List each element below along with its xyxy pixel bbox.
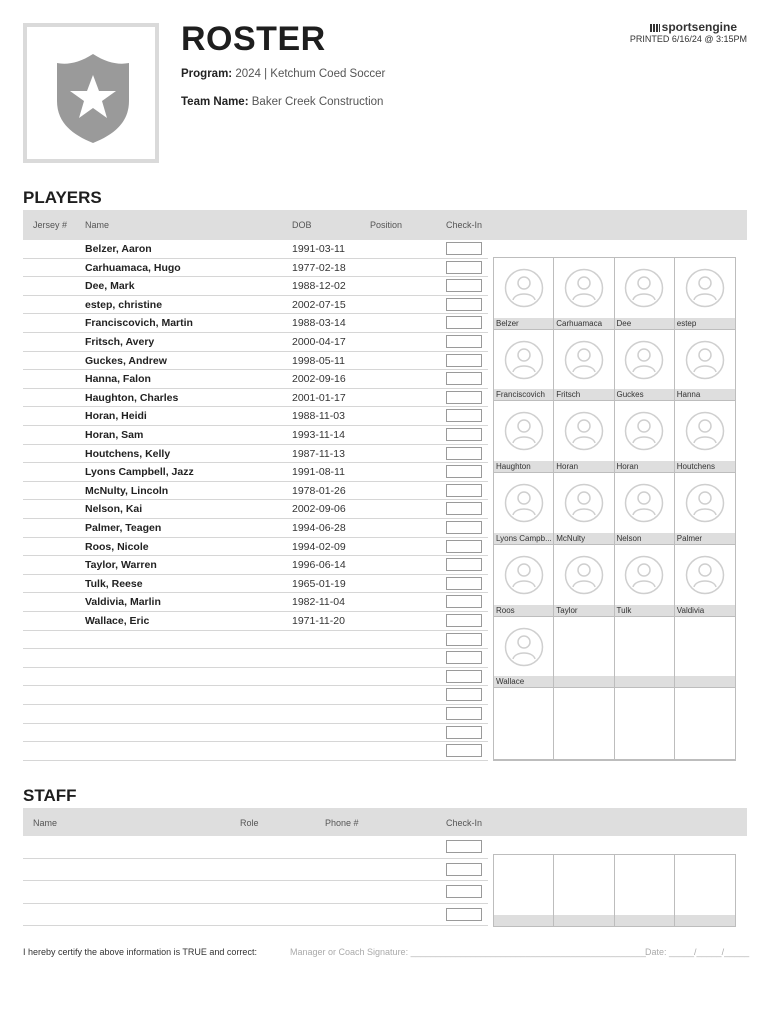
team-info: [181, 96, 383, 108]
table-row: [23, 259, 488, 278]
table-row: [23, 463, 488, 482]
player-name: Houtchens, Kelly: [85, 447, 171, 460]
table-row: [23, 407, 488, 426]
table-row: [23, 686, 488, 705]
player-dob: 2001-01-17: [292, 391, 346, 404]
player-dob: 1991-08-11: [292, 466, 345, 479]
player-name: Wallace, Eric: [85, 615, 150, 627]
avatar-placeholder-icon: [624, 483, 664, 523]
avatar-placeholder-icon: [624, 340, 664, 380]
staff-checkin-box[interactable]: [446, 885, 482, 898]
player-name: Horan, Heidi: [85, 410, 147, 423]
player-photo-label: Belzer: [494, 318, 553, 329]
col-staff-name: Name: [33, 818, 58, 828]
table-row: [23, 575, 488, 594]
player-photo-label: Guckes: [615, 389, 674, 400]
brand-mark-icon: [650, 24, 660, 32]
col-dob: DOB: [292, 220, 312, 230]
table-row: [23, 649, 488, 668]
shield-star-icon: [55, 51, 131, 145]
player-dob: 1988-11-03: [292, 410, 345, 423]
staff-row: [23, 881, 488, 904]
player-dob: 1978-01-26: [292, 484, 346, 497]
player-photo-cell: [494, 545, 554, 617]
player-name: Nelson, Kai: [85, 503, 143, 516]
player-photo-label: Tulk: [615, 605, 674, 616]
staff-photo-cell: [494, 855, 554, 926]
player-photo-cell: [615, 688, 675, 760]
player-dob: 1994-06-28: [292, 522, 346, 534]
checkin-box[interactable]: [446, 744, 482, 757]
staff-section-title: STAFF: [23, 786, 77, 805]
player-photo-cell: [494, 258, 554, 330]
player-photo-cell: [554, 258, 614, 330]
checkin-box[interactable]: [446, 484, 482, 497]
player-photo-cell: [675, 473, 735, 545]
player-photo-cell: [494, 617, 554, 689]
checkin-box[interactable]: [446, 521, 482, 534]
signature-line[interactable]: Manager or Coach Signature: _______________________________________________: [290, 947, 646, 957]
player-photo-label: Roos: [494, 605, 553, 616]
table-row: [23, 612, 488, 631]
table-row: [23, 240, 488, 259]
player-dob: 1996-06-14: [292, 559, 346, 572]
player-photo-label: Palmer: [675, 533, 735, 544]
player-name: Fritsch, Avery: [85, 336, 155, 348]
avatar-placeholder-icon: [685, 340, 725, 380]
team-value: Baker Creek Construction: [251, 96, 384, 108]
checkin-box[interactable]: [446, 670, 482, 683]
checkin-box[interactable]: [446, 465, 482, 478]
staff-row: [23, 859, 488, 882]
player-photo-label: Dee: [615, 318, 674, 329]
player-photo-label: Hanna: [675, 389, 735, 400]
player-name: Guckes, Andrew: [85, 354, 167, 367]
player-photo-label: Valdivia: [675, 605, 735, 616]
player-photo-label: [615, 676, 674, 687]
avatar-placeholder-icon: [564, 411, 604, 451]
table-row: [23, 445, 488, 464]
checkin-box[interactable]: [446, 428, 482, 441]
player-dob: 2002-07-15: [292, 298, 346, 311]
player-photo-label: McNulty: [554, 533, 613, 544]
team-label: Team Name:: [181, 96, 249, 108]
player-photo-cell: [675, 401, 735, 473]
player-photo-label: [554, 676, 613, 687]
checkin-box[interactable]: [446, 391, 482, 404]
checkin-box[interactable]: [446, 354, 482, 367]
col-staff-checkin: Check-In: [446, 818, 483, 828]
checkin-box[interactable]: [446, 279, 482, 292]
player-photo-label: Taylor: [554, 605, 613, 616]
table-row: [23, 593, 488, 612]
player-photo-cell: [554, 473, 614, 545]
table-row: [23, 519, 488, 538]
staff-checkin-box[interactable]: [446, 863, 482, 876]
table-row: [23, 426, 488, 445]
table-row: [23, 631, 488, 650]
player-photo-cell: [554, 688, 614, 760]
table-row: [23, 500, 488, 519]
staff-photo-cell: [675, 855, 735, 926]
table-row: [23, 482, 488, 501]
table-row: [23, 352, 488, 371]
checkin-box[interactable]: [446, 409, 482, 422]
player-photo-label: Horan: [554, 461, 613, 472]
printed-timestamp: PRINTED 6/16/24 @ 3:15PM: [629, 34, 747, 44]
avatar-placeholder-icon: [564, 340, 604, 380]
avatar-placeholder-icon: [685, 411, 725, 451]
staff-row: [23, 836, 488, 859]
table-row: [23, 296, 488, 315]
table-row: [23, 705, 488, 724]
player-dob: 1977-02-18: [292, 261, 346, 274]
team-logo: [23, 23, 159, 163]
checkin-box[interactable]: [446, 298, 482, 311]
avatar-placeholder-icon: [624, 555, 664, 595]
avatar-placeholder-icon: [685, 483, 725, 523]
col-position: Position: [370, 220, 403, 230]
player-name: Dee, Mark: [85, 280, 135, 293]
table-row: [23, 333, 488, 352]
checkin-box[interactable]: [446, 372, 482, 385]
players-table-header: [23, 210, 747, 240]
checkin-box[interactable]: [446, 502, 482, 515]
player-photo-cell: [554, 617, 614, 689]
player-dob: 1971-11-20: [292, 615, 345, 627]
player-name: Palmer, Teagen: [85, 522, 162, 534]
staff-photo-label: [615, 915, 674, 926]
player-dob: 1998-05-11: [292, 354, 345, 367]
player-photo-label: Wallace: [494, 676, 553, 687]
player-photo-label: [675, 676, 735, 687]
avatar-placeholder-icon: [504, 268, 544, 308]
certification-statement: I hereby certify the above information is TRUE and correct:: [23, 947, 257, 957]
checkin-box[interactable]: [446, 577, 482, 590]
player-name: Tulk, Reese: [85, 577, 143, 590]
player-photo-label: Haughton: [494, 461, 553, 472]
checkin-box[interactable]: [446, 335, 482, 348]
player-name: Carhuamaca, Hugo: [85, 261, 181, 274]
checkin-box[interactable]: [446, 316, 482, 329]
player-dob: 1991-03-11: [292, 243, 345, 255]
table-row: [23, 556, 488, 575]
table-row: [23, 668, 488, 687]
avatar-placeholder-icon: [564, 268, 604, 308]
player-name: Franciscovich, Martin: [85, 317, 193, 330]
staff-photo-grid: [493, 854, 736, 927]
player-name: Valdivia, Marlin: [85, 596, 161, 609]
player-name: Lyons Campbell, Jazz: [85, 466, 194, 479]
program-label: Program:: [181, 68, 233, 80]
player-photo-label: Houtchens: [675, 461, 735, 472]
player-photo-label: Fritsch: [554, 389, 613, 400]
player-photo-label: Lyons Campb...: [496, 533, 552, 543]
player-photo-cell: [615, 330, 675, 402]
staff-photo-cell: [554, 855, 614, 926]
player-dob: 1987-11-13: [292, 447, 345, 460]
player-dob: 1982-11-04: [292, 596, 345, 609]
avatar-placeholder-icon: [504, 627, 544, 667]
staff-row: [23, 904, 488, 927]
player-dob: 1965-01-19: [292, 577, 346, 590]
player-photo-cell: [494, 330, 554, 402]
program-value: 2024 | Ketchum Coed Soccer: [235, 68, 386, 80]
table-row: [23, 314, 488, 333]
player-dob: 1988-03-14: [292, 317, 346, 330]
player-photo-cell: [554, 545, 614, 617]
table-row: [23, 538, 488, 557]
player-photo-label: Nelson: [615, 533, 674, 544]
player-name: Horan, Sam: [85, 429, 144, 441]
player-dob: 2002-09-16: [292, 373, 346, 386]
player-dob: 1994-02-09: [292, 540, 346, 553]
staff-checkin-box[interactable]: [446, 840, 482, 853]
player-photo-cell: [494, 688, 554, 760]
player-name: Belzer, Aaron: [85, 243, 152, 255]
avatar-placeholder-icon: [504, 483, 544, 523]
col-role: Role: [240, 818, 259, 828]
player-photo-cell: [494, 473, 554, 545]
avatar-placeholder-icon: [564, 483, 604, 523]
col-name: Name: [85, 220, 110, 230]
table-row: [23, 277, 488, 296]
player-photo-cell: [675, 545, 735, 617]
staff-photo-label: [494, 915, 553, 926]
checkin-box[interactable]: [446, 726, 482, 739]
col-jersey: Jersey #: [33, 220, 68, 230]
checkin-box[interactable]: [446, 707, 482, 720]
player-name: estep, christine: [85, 298, 163, 311]
checkin-box[interactable]: [446, 261, 482, 274]
checkin-box[interactable]: [446, 651, 482, 664]
avatar-placeholder-icon: [624, 411, 664, 451]
player-photo-cell: [615, 258, 675, 330]
player-photo-cell: [675, 258, 735, 330]
avatar-placeholder-icon: [624, 268, 664, 308]
program-info: [181, 68, 385, 80]
player-photo-cell: [675, 617, 735, 689]
avatar-placeholder-icon: [564, 555, 604, 595]
avatar-placeholder-icon: [504, 411, 544, 451]
player-photo-cell: [615, 473, 675, 545]
player-photo-label: Carhuamaca: [554, 318, 613, 329]
player-photo-label: Franciscovich: [494, 389, 553, 400]
player-photo-label: Horan: [615, 461, 674, 472]
checkin-box[interactable]: [446, 447, 482, 460]
players-section-title: PLAYERS: [23, 188, 102, 207]
player-dob: 1993-11-14: [292, 429, 345, 441]
player-photo-cell: [554, 401, 614, 473]
brand-logo: [650, 20, 737, 34]
player-photo-cell: [494, 401, 554, 473]
player-name: Haughton, Charles: [85, 391, 179, 404]
staff-table-header: [23, 808, 747, 836]
checkin-box[interactable]: [446, 242, 482, 255]
avatar-placeholder-icon: [685, 555, 725, 595]
staff-checkin-box[interactable]: [446, 908, 482, 921]
avatar-placeholder-icon: [685, 268, 725, 308]
checkin-box[interactable]: [446, 688, 482, 701]
avatar-placeholder-icon: [504, 555, 544, 595]
player-name: Roos, Nicole: [85, 540, 149, 553]
checkin-box[interactable]: [446, 595, 482, 608]
date-line[interactable]: Date: _____/_____/_____: [645, 947, 750, 957]
checkin-box[interactable]: [446, 633, 482, 646]
player-photo-cell: [675, 330, 735, 402]
player-photo-cell: [554, 330, 614, 402]
brand-name: sportsengine: [661, 20, 737, 34]
player-dob: 2002-09-06: [292, 503, 346, 516]
player-dob: 1988-12-02: [292, 280, 346, 293]
staff-photo-label: [554, 915, 613, 926]
player-photo-grid: [493, 257, 736, 761]
player-dob: 2000-04-17: [292, 336, 346, 348]
avatar-placeholder-icon: [504, 340, 544, 380]
checkin-box[interactable]: [446, 614, 482, 627]
page-title: ROSTER: [181, 20, 326, 58]
checkin-box[interactable]: [446, 558, 482, 571]
player-photo-cell: [615, 617, 675, 689]
player-photo-cell: [615, 545, 675, 617]
col-phone: Phone #: [325, 818, 359, 828]
player-photo-label: estep: [675, 318, 735, 329]
player-photo-cell: [615, 401, 675, 473]
col-checkin: Check-In: [446, 220, 483, 230]
checkin-box[interactable]: [446, 540, 482, 553]
player-name: Taylor, Warren: [85, 559, 157, 572]
table-row: [23, 370, 488, 389]
table-row: [23, 724, 488, 743]
staff-photo-cell: [615, 855, 675, 926]
table-row: [23, 742, 488, 761]
player-name: McNulty, Lincoln: [85, 484, 169, 497]
player-name: Hanna, Falon: [85, 373, 151, 386]
staff-photo-label: [675, 915, 735, 926]
table-row: [23, 389, 488, 408]
player-photo-cell: [675, 688, 735, 760]
